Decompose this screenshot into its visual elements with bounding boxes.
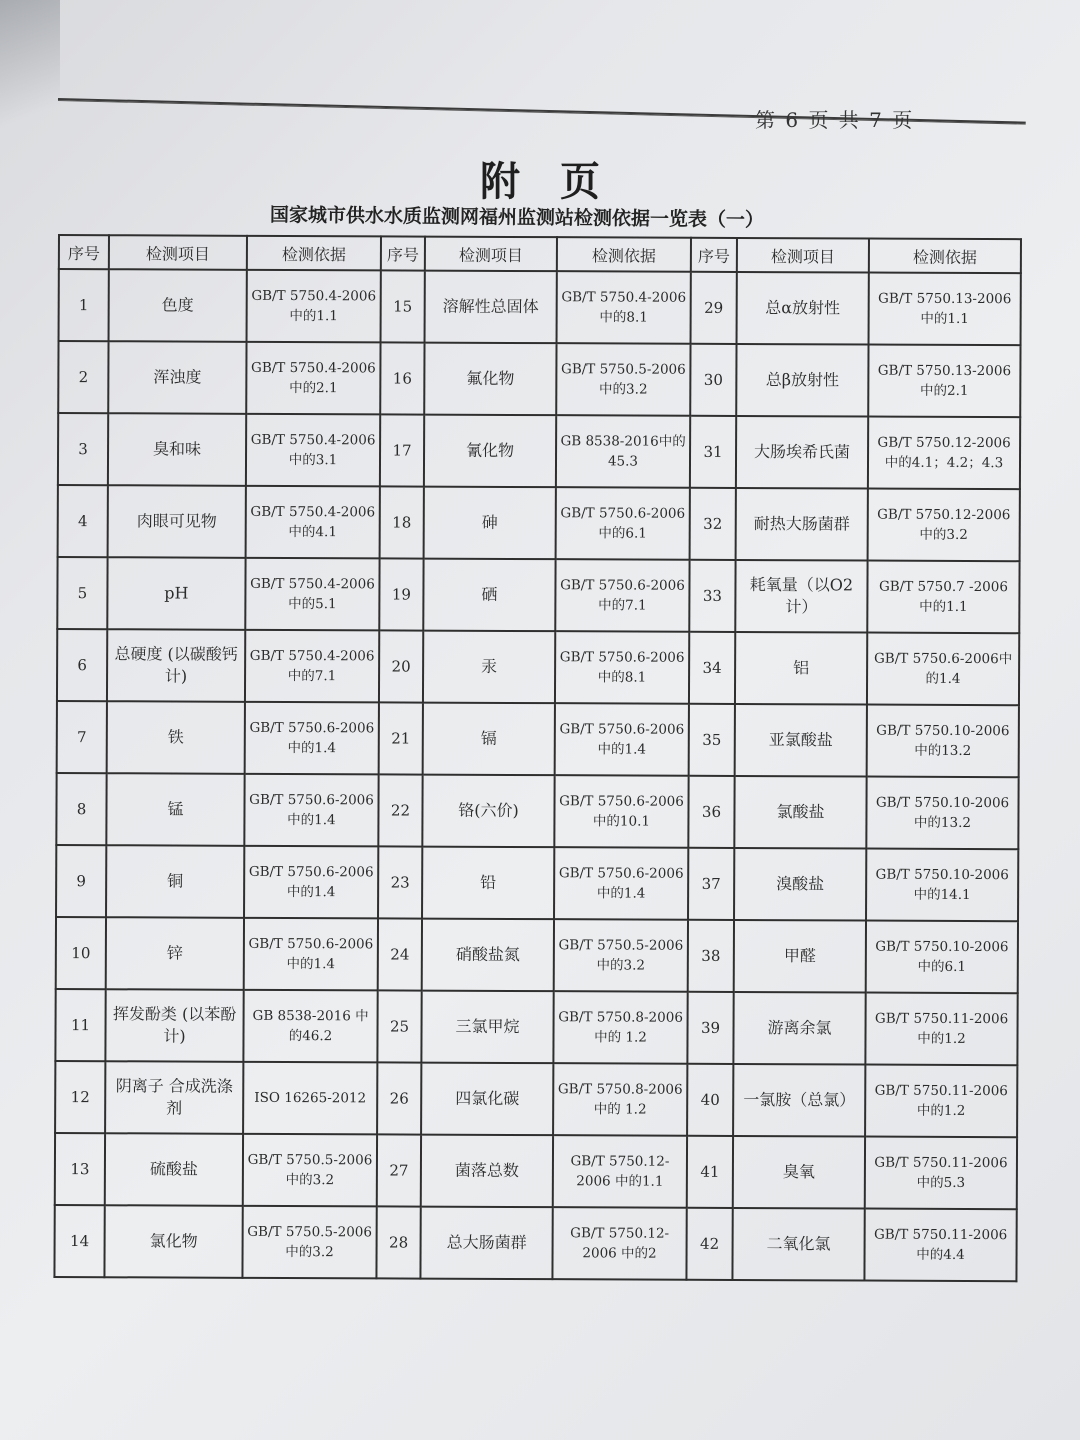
header-item: 检测项目: [425, 237, 557, 272]
cell-item: 二氧化氯: [732, 1208, 864, 1281]
cell-no: 30: [690, 344, 736, 416]
cell-no: 19: [379, 558, 423, 630]
cell-no: 18: [380, 486, 424, 558]
cell-basis: ISO 16265-2012: [243, 1062, 377, 1135]
table-row: [55, 989, 1017, 1065]
table-row: [58, 341, 1020, 417]
cell-item: 铝: [735, 632, 867, 705]
cell-item: 镉: [423, 703, 555, 776]
cell-basis: GB/T 5750.6-2006 中的1.4: [245, 702, 379, 775]
table-row: [58, 413, 1020, 489]
cell-item: 氯化物: [104, 1205, 242, 1278]
cell-item: pH: [107, 557, 245, 630]
cell-no: 37: [688, 848, 734, 920]
cell-basis: GB/T 5750.6-2006 中的8.1: [555, 631, 689, 704]
cell-basis: GB/T 5750.10-2006 中的13.2: [867, 705, 1019, 778]
cell-no: 31: [690, 416, 736, 488]
cell-basis: GB/T 5750.12-2006 中的4.1；4.2；4.3: [868, 417, 1020, 490]
cell-item: 挥发酚类 (以苯酚计): [105, 989, 243, 1062]
cell-item: 三氯甲烷: [421, 991, 553, 1064]
header-basis: 检测依据: [557, 237, 691, 272]
cell-no: 5: [57, 557, 107, 629]
cell-no: 7: [57, 701, 107, 773]
cell-basis: GB 8538-2016 中的46.2: [243, 990, 377, 1063]
cell-no: 15: [381, 270, 425, 342]
cell-basis: GB/T 5750.6-2006 中的1.4: [554, 847, 688, 920]
cell-item: 铁: [107, 701, 245, 774]
cell-item: 总大肠菌群: [420, 1207, 552, 1280]
cell-basis: GB/T 5750.13-2006 中的2.1: [868, 345, 1020, 418]
page-number: 第 6 页 共 7 页: [755, 108, 915, 132]
cell-item: 甲醛: [734, 920, 866, 993]
cell-no: 22: [378, 774, 422, 846]
cell-no: 29: [691, 272, 737, 344]
cell-basis: GB/T 5750.7 -2006 中的1.1: [867, 561, 1019, 634]
cell-basis: GB/T 5750.10-2006 中的13.2: [866, 777, 1018, 850]
cell-item: 臭和味: [108, 413, 246, 486]
cell-item: 硒: [423, 559, 555, 632]
cell-basis: GB/T 5750.11-2006 中的1.2: [865, 993, 1017, 1066]
cell-item: 硝酸盐氮: [422, 919, 554, 992]
cell-basis: GB/T 5750.13-2006 中的1.1: [869, 273, 1021, 346]
cell-no: 1: [59, 269, 109, 341]
cell-no: 10: [56, 917, 106, 989]
cell-no: 20: [379, 630, 423, 702]
cell-item: 浑浊度: [108, 341, 246, 414]
cell-basis: GB/T 5750.5-2006 中的3.2: [554, 919, 688, 992]
cell-no: 8: [56, 773, 106, 845]
cell-no: 25: [377, 990, 421, 1062]
cell-no: 28: [376, 1206, 420, 1278]
cell-no: 39: [687, 992, 733, 1064]
cell-basis: GB/T 5750.4-2006 中的2.1: [246, 342, 380, 415]
table-row: [54, 1205, 1016, 1281]
cell-basis: GB/T 5750.11-2006 中的5.3: [865, 1137, 1017, 1210]
cell-no: 9: [56, 845, 106, 917]
cell-item: 一氯胺（总氯）: [733, 1064, 865, 1137]
table-row: [57, 629, 1019, 705]
header-no: 序号: [691, 238, 737, 272]
cell-item: 大肠埃希氏菌: [736, 416, 868, 489]
cell-item: 四氯化碳: [421, 1063, 553, 1136]
cell-no: 2: [58, 341, 108, 413]
cell-item: 耐热大肠菌群: [736, 488, 868, 561]
cell-basis: GB/T 5750.8-2006 中的 1.2: [553, 1063, 687, 1136]
cell-no: 24: [378, 918, 422, 990]
cell-item: 砷: [424, 487, 556, 560]
page-title: 附页: [480, 159, 640, 205]
cell-no: 14: [54, 1205, 104, 1277]
table-row: [55, 1133, 1017, 1209]
cell-no: 38: [688, 920, 734, 992]
cell-no: 16: [380, 342, 424, 414]
cell-no: 17: [380, 414, 424, 486]
page-corner-shadow: [0, 0, 60, 160]
header-item: 检测项目: [109, 235, 247, 270]
cell-no: 41: [687, 1136, 733, 1208]
cell-item: 亚氯酸盐: [735, 704, 867, 777]
cell-no: 27: [377, 1134, 421, 1206]
cell-basis: GB 8538-2016中的 45.3: [556, 415, 690, 488]
cell-basis: GB/T 5750.4-2006 中的7.1: [245, 630, 379, 703]
header-basis: 检测依据: [247, 236, 381, 271]
cell-item: 氟化物: [424, 343, 556, 416]
cell-basis: GB/T 5750.5-2006 中的3.2: [556, 343, 690, 416]
cell-item: 硫酸盐: [105, 1133, 243, 1206]
cell-no: 26: [377, 1062, 421, 1134]
header-basis: 检测依据: [869, 239, 1021, 274]
cell-item: 游离余氯: [733, 992, 865, 1065]
cell-basis: GB/T 5750.4-2006 中的3.1: [246, 414, 380, 487]
cell-item: 锌: [106, 917, 244, 990]
cell-no: 40: [687, 1064, 733, 1136]
table-row: [55, 1061, 1017, 1137]
table-row: [57, 557, 1019, 633]
cell-no: 21: [379, 702, 423, 774]
cell-no: 12: [55, 1061, 105, 1133]
table-row: [58, 485, 1020, 561]
table-subtitle: 国家城市供水水质监测网福州监测站检测依据一览表（一）: [269, 204, 765, 232]
table-row: [56, 773, 1018, 849]
cell-no: 23: [378, 846, 422, 918]
cell-no: 3: [58, 413, 108, 485]
cell-item: 臭氧: [733, 1136, 865, 1209]
cell-basis: GB/T 5750.6-2006 中的1.4: [244, 918, 378, 991]
cell-item: 铅: [422, 847, 554, 920]
cell-basis: GB/T 5750.11-2006 中的1.2: [865, 1065, 1017, 1138]
cell-item: 铬(六价): [422, 775, 554, 848]
cell-basis: GB/T 5750.6-2006 中的1.4: [244, 774, 378, 847]
cell-basis: GB/T 5750.10-2006 中的14.1: [866, 849, 1018, 922]
cell-item: 菌落总数: [421, 1135, 553, 1208]
cell-basis: GB/T 5750.6-2006 中的1.4: [244, 846, 378, 919]
cell-basis: GB/T 5750.12-2006 中的1.1: [553, 1135, 687, 1208]
cell-basis: GB/T 5750.6-2006 中的6.1: [556, 487, 690, 560]
header-no: 序号: [59, 235, 109, 269]
cell-item: 阴离子 合成洗涤剂: [105, 1061, 243, 1134]
cell-basis: GB/T 5750.4-2006 中的4.1: [246, 486, 380, 559]
table-row: [57, 701, 1019, 777]
cell-item: 总β放射性: [736, 344, 868, 417]
cell-basis: GB/T 5750.10-2006 中的6.1: [866, 921, 1018, 994]
cell-basis: GB/T 5750.12-2006 中的2: [552, 1207, 686, 1280]
table-header-row: [59, 235, 1021, 273]
cell-no: 32: [690, 488, 736, 560]
cell-item: 总α放射性: [737, 272, 869, 345]
cell-no: 11: [55, 989, 105, 1061]
header-item: 检测项目: [737, 238, 869, 273]
cell-item: 氰化物: [424, 415, 556, 488]
cell-basis: GB/T 5750.11-2006 中的4.4: [864, 1209, 1016, 1282]
cell-no: 42: [686, 1208, 732, 1280]
cell-no: 34: [689, 632, 735, 704]
table-row: [56, 917, 1018, 993]
cell-item: 铜: [106, 845, 244, 918]
cell-no: 6: [57, 629, 107, 701]
basis-table: [53, 234, 1022, 1282]
cell-item: 溶解性总固体: [425, 271, 557, 344]
cell-basis: GB/T 5750.12-2006 中的3.2: [868, 489, 1020, 562]
cell-item: 氯酸盐: [734, 776, 866, 849]
cell-item: 耗氧量（以O2 计）: [735, 560, 867, 633]
cell-item: 肉眼可见物: [108, 485, 246, 558]
table-row: [59, 269, 1021, 345]
cell-basis: GB/T 5750.4-2006 中的8.1: [557, 271, 691, 344]
cell-no: 36: [688, 776, 734, 848]
cell-item: 总硬度 (以碳酸钙计): [107, 629, 245, 702]
cell-no: 35: [689, 704, 735, 776]
cell-basis: GB/T 5750.5-2006 中的3.2: [243, 1134, 377, 1207]
cell-basis: GB/T 5750.8-2006 中的 1.2: [553, 991, 687, 1064]
cell-basis: GB/T 5750.6-2006 中的10.1: [554, 775, 688, 848]
cell-basis: GB/T 5750.6-2006 中的1.4: [555, 703, 689, 776]
cell-no: 4: [58, 485, 108, 557]
cell-basis: GB/T 5750.4-2006 中的5.1: [245, 558, 379, 631]
cell-no: 13: [55, 1133, 105, 1205]
cell-item: 锰: [106, 773, 244, 846]
cell-basis: GB/T 5750.6-2006中 的1.4: [867, 633, 1019, 706]
cell-item: 汞: [423, 631, 555, 704]
cell-basis: GB/T 5750.6-2006 中的7.1: [555, 559, 689, 632]
header-no: 序号: [381, 236, 425, 270]
cell-basis: GB/T 5750.5-2006 中的3.2: [242, 1206, 376, 1279]
basis-table-wrapper: [53, 234, 1020, 1282]
cell-no: 33: [689, 560, 735, 632]
table-row: [56, 845, 1018, 921]
cell-basis: GB/T 5750.4-2006 中的1.1: [247, 270, 381, 343]
cell-item: 溴酸盐: [734, 848, 866, 921]
cell-item: 色度: [109, 269, 247, 342]
